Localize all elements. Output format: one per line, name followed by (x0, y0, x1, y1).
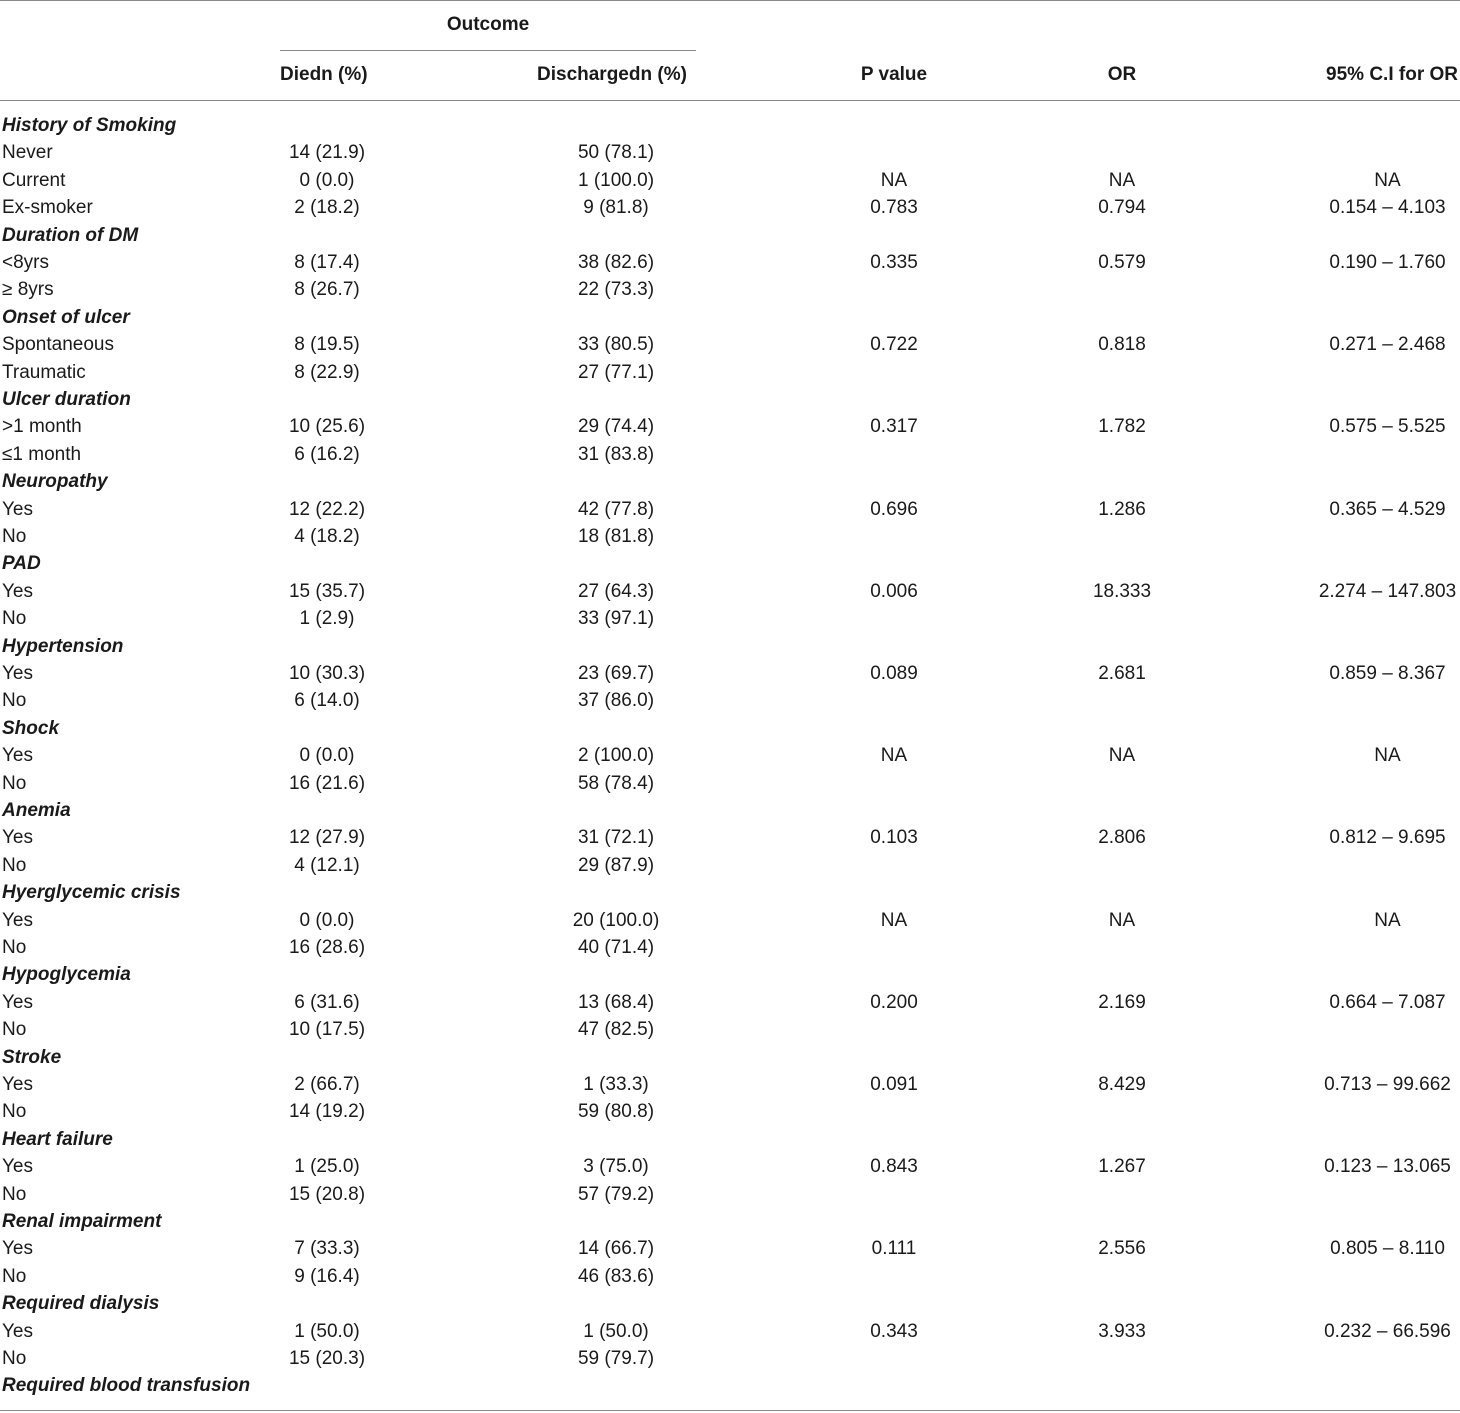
ci-cell: 0.664 – 7.087 (1329, 991, 1446, 1013)
row-label: Yes (2, 663, 33, 684)
ci-cell: NA (1374, 745, 1401, 767)
row-label: Never (2, 142, 53, 164)
discharged-cell: 47 (82.5) (577, 1019, 655, 1041)
row-label: No (2, 937, 27, 958)
died-cell: 1 (50.0) (294, 1320, 360, 1342)
row-label: No (2, 1265, 27, 1287)
ci-cell: 0.859 – 8.367 (1329, 663, 1446, 684)
category-row (0, 1127, 1460, 1154)
died-cell: 6 (16.2) (294, 443, 360, 465)
table-row (0, 250, 1460, 277)
discharged-cell: 59 (79.7) (577, 1348, 655, 1369)
row-label: Yes (2, 1238, 33, 1260)
ci-cell: NA (1374, 169, 1401, 191)
category-row (0, 1373, 1460, 1400)
table-row (0, 990, 1460, 1017)
category-label: Hyerglycemic crisis (2, 882, 181, 904)
died-cell: 2 (66.7) (294, 1074, 360, 1095)
died-cell: 14 (19.2) (288, 1101, 366, 1123)
p-value-cell: 0.006 (870, 580, 918, 602)
category-label: Neuropathy (2, 471, 108, 493)
discharged-cell: 18 (81.8) (577, 526, 655, 547)
category-label: Renal impairment (2, 1211, 162, 1232)
table-row (0, 1072, 1460, 1099)
discharged-cell: 2 (100.0) (577, 745, 655, 767)
category-label: Duration of DM (2, 224, 139, 246)
row-label: Yes (2, 991, 33, 1013)
died-cell: 16 (28.6) (288, 937, 366, 958)
category-label: PAD (2, 553, 41, 575)
ci-cell: 0.812 – 9.695 (1329, 827, 1446, 849)
table-row (0, 743, 1460, 770)
died-cell: 6 (14.0) (294, 690, 360, 712)
category-row (0, 223, 1460, 250)
p-value-cell: 0.111 (871, 1238, 917, 1260)
table-row (0, 1099, 1460, 1126)
table-row (0, 1319, 1460, 1346)
row-label: No (2, 1183, 27, 1205)
died-cell: 15 (20.8) (288, 1183, 366, 1205)
discharged-cell: 58 (78.4) (577, 772, 655, 794)
table-row (0, 1017, 1460, 1044)
discharged-cell: 1 (100.0) (577, 169, 655, 191)
or-cell: 0.579 (1098, 252, 1146, 273)
row-label: Yes (2, 827, 33, 849)
died-cell: 6 (31.6) (294, 991, 360, 1013)
died-cell: 16 (21.6) (288, 772, 366, 794)
discharged-cell: 3 (75.0) (583, 1156, 649, 1178)
or-cell: 1.286 (1098, 498, 1146, 520)
discharged-cell: 1 (50.0) (583, 1320, 649, 1342)
or-cell: 2.681 (1098, 663, 1146, 684)
died-cell: 8 (19.5) (294, 334, 360, 356)
died-cell: 9 (16.4) (294, 1265, 360, 1287)
died-cell: 2 (18.2) (294, 197, 360, 219)
died-cell: 10 (25.6) (288, 416, 366, 438)
died-cell: 8 (26.7) (294, 279, 360, 301)
discharged-cell: 29 (87.9) (577, 854, 655, 876)
row-label: No (2, 1101, 27, 1123)
table-row (0, 661, 1460, 688)
ci-cell: 0.232 – 66.596 (1324, 1320, 1451, 1342)
category-label: Stroke (2, 1046, 62, 1068)
table-row (0, 1154, 1460, 1181)
row-label: Yes (2, 1074, 33, 1095)
died-cell: 12 (22.2) (288, 498, 366, 520)
category-row (0, 962, 1460, 989)
row-label: Yes (2, 745, 33, 767)
or-cell: NA (1108, 745, 1136, 767)
died-cell: 0 (0.0) (299, 745, 355, 767)
discharged-cell: 42 (77.8) (577, 498, 655, 520)
row-label: ≤1 month (2, 443, 82, 465)
category-row (0, 716, 1460, 743)
died-cell: 12 (27.9) (288, 827, 366, 849)
table-row (0, 140, 1460, 167)
discharged-cell: 1 (33.3) (583, 1074, 649, 1095)
row-label: >1 month (2, 416, 82, 438)
discharged-cell: 33 (80.5) (577, 334, 655, 356)
table-row (0, 1346, 1460, 1373)
died-cell: 10 (17.5) (288, 1019, 366, 1041)
or-cell: 1.782 (1098, 416, 1146, 438)
discharged-cell: 50 (78.1) (577, 142, 655, 164)
table-row (0, 825, 1460, 852)
or-cell: 2.556 (1098, 1238, 1146, 1260)
row-label: Ex-smoker (2, 197, 93, 219)
category-row (0, 634, 1460, 661)
p-value-cell: 0.722 (870, 334, 918, 356)
p-value-cell: 0.091 (870, 1074, 918, 1095)
row-label: Spontaneous (2, 334, 114, 356)
ci-cell: 0.365 – 4.529 (1329, 498, 1446, 520)
category-label: History of Smoking (2, 115, 177, 136)
ci-cell: 2.274 – 147.803 (1318, 580, 1457, 602)
table-row (0, 1236, 1460, 1263)
discharged-cell: 57 (79.2) (577, 1183, 655, 1205)
category-label: Required blood transfusion (2, 1375, 251, 1397)
row-label: No (2, 690, 27, 712)
discharged-cell: 31 (83.8) (577, 443, 655, 465)
p-value-column-header: P value (860, 64, 928, 85)
p-value-cell: 0.317 (870, 416, 918, 438)
died-cell: 14 (21.9) (288, 142, 366, 164)
table-row (0, 168, 1460, 195)
died-cell: 15 (35.7) (288, 580, 366, 602)
died-column-header: Diedn (%) (280, 64, 368, 85)
category-label: Required dialysis (2, 1293, 160, 1315)
discharged-cell: 46 (83.6) (577, 1265, 655, 1287)
category-label: Hypoglycemia (2, 964, 131, 986)
row-label: No (2, 526, 27, 547)
or-cell: 1.267 (1098, 1156, 1146, 1178)
p-value-cell: NA (880, 745, 908, 767)
ci-cell: 0.575 – 5.525 (1329, 416, 1446, 438)
table-row (0, 414, 1460, 441)
table-row (0, 195, 1460, 222)
p-value-cell: 0.783 (870, 197, 918, 219)
row-label: No (2, 854, 27, 876)
category-row (0, 113, 1460, 140)
category-row (0, 798, 1460, 825)
table-row (0, 853, 1460, 880)
p-value-cell: 0.343 (870, 1320, 918, 1342)
table-row (0, 360, 1460, 387)
category-row (0, 469, 1460, 496)
table-row (0, 908, 1460, 935)
table-row (0, 442, 1460, 469)
discharged-cell: 27 (77.1) (577, 361, 655, 383)
or-cell: NA (1108, 169, 1136, 191)
row-label: ≥ 8yrs (2, 279, 54, 301)
category-label: Ulcer duration (2, 389, 131, 410)
table-bottom-rule (0, 1410, 1460, 1411)
died-cell: 1 (25.0) (294, 1156, 360, 1178)
discharged-cell: 59 (80.8) (577, 1101, 655, 1123)
category-row (0, 880, 1460, 907)
or-cell: 0.794 (1098, 197, 1146, 219)
discharged-cell: 20 (100.0) (572, 909, 660, 931)
ci-cell: 0.123 – 13.065 (1324, 1156, 1451, 1178)
died-cell: 8 (17.4) (294, 252, 360, 273)
or-cell: 2.169 (1098, 991, 1146, 1013)
discharged-cell: 13 (68.4) (577, 991, 655, 1013)
row-label: No (2, 608, 27, 630)
p-value-cell: 0.843 (870, 1156, 918, 1178)
ci-cell: 0.190 – 1.760 (1329, 252, 1446, 273)
p-value-cell: 0.335 (870, 252, 918, 273)
discharged-cell: 40 (71.4) (577, 937, 655, 958)
table-row (0, 332, 1460, 359)
p-value-cell: 0.696 (870, 498, 918, 520)
discharged-cell: 27 (64.3) (577, 580, 655, 602)
died-cell: 4 (12.1) (294, 854, 360, 876)
or-cell: 8.429 (1098, 1074, 1146, 1095)
category-row (0, 305, 1460, 332)
p-value-cell: 0.103 (870, 827, 918, 849)
died-cell: 15 (20.3) (288, 1348, 366, 1369)
p-value-cell: 0.089 (870, 663, 918, 684)
table-row (0, 524, 1460, 551)
discharged-cell: 33 (97.1) (577, 608, 655, 630)
table-row (0, 497, 1460, 524)
category-label: Anemia (2, 800, 71, 821)
or-cell: 0.818 (1098, 334, 1146, 356)
category-label: Hypertension (2, 635, 124, 657)
or-cell: NA (1108, 909, 1136, 931)
table-row (0, 1264, 1460, 1291)
row-label: Yes (2, 909, 33, 931)
row-label: Yes (2, 498, 33, 520)
died-cell: 10 (30.3) (288, 663, 366, 684)
category-row (0, 387, 1460, 414)
p-value-cell: 0.200 (870, 991, 918, 1013)
ci-cell: 0.713 – 99.662 (1324, 1074, 1451, 1095)
row-label: <8yrs (2, 252, 49, 273)
row-label: Yes (2, 1156, 33, 1178)
category-row (0, 1291, 1460, 1318)
category-label: Onset of ulcer (2, 306, 130, 328)
died-cell: 4 (18.2) (294, 526, 360, 547)
discharged-cell: 9 (81.8) (583, 197, 649, 219)
outcome-header: Outcome (446, 14, 530, 35)
category-row (0, 1045, 1460, 1072)
ci-cell: 0.154 – 4.103 (1329, 197, 1446, 219)
died-cell: 0 (0.0) (299, 169, 355, 191)
table-row (0, 1182, 1460, 1209)
discharged-cell: 23 (69.7) (577, 663, 655, 684)
category-row (0, 1209, 1460, 1236)
discharged-cell: 14 (66.7) (577, 1238, 655, 1260)
row-label: No (2, 772, 27, 794)
ci-column-header: 95% C.I for OR (1326, 64, 1458, 85)
ci-cell: 0.805 – 8.110 (1330, 1238, 1445, 1260)
table-row (0, 277, 1460, 304)
ci-cell: 0.271 – 2.468 (1329, 334, 1446, 356)
row-label: Traumatic (2, 361, 86, 383)
or-cell: 3.933 (1098, 1320, 1146, 1342)
table-row (0, 606, 1460, 633)
died-cell: 7 (33.3) (294, 1238, 360, 1260)
died-cell: 1 (2.9) (299, 608, 355, 630)
died-cell: 8 (22.9) (294, 361, 360, 383)
or-cell: 2.806 (1098, 827, 1146, 849)
or-column-header: OR (1107, 64, 1137, 85)
p-value-cell: NA (880, 909, 908, 931)
discharged-column-header: Dischargedn (%) (537, 64, 687, 85)
category-row (0, 551, 1460, 578)
table-row (0, 771, 1460, 798)
category-label: Heart failure (2, 1128, 113, 1150)
row-label: No (2, 1348, 27, 1369)
row-label: Yes (2, 1320, 33, 1342)
table-row (0, 935, 1460, 962)
died-cell: 0 (0.0) (299, 909, 355, 931)
row-label: Current (2, 169, 66, 191)
row-label: Yes (2, 580, 33, 602)
category-label: Shock (2, 717, 60, 739)
discharged-cell: 38 (82.6) (577, 252, 655, 273)
table-row (0, 688, 1460, 715)
p-value-cell: NA (880, 169, 908, 191)
or-cell: 18.333 (1092, 580, 1152, 602)
discharged-cell: 37 (86.0) (577, 690, 655, 712)
row-label: No (2, 1019, 27, 1041)
discharged-cell: 22 (73.3) (577, 279, 655, 301)
discharged-cell: 29 (74.4) (577, 416, 655, 438)
table-row (0, 579, 1460, 606)
discharged-cell: 31 (72.1) (577, 827, 655, 849)
ci-cell: NA (1374, 909, 1401, 931)
